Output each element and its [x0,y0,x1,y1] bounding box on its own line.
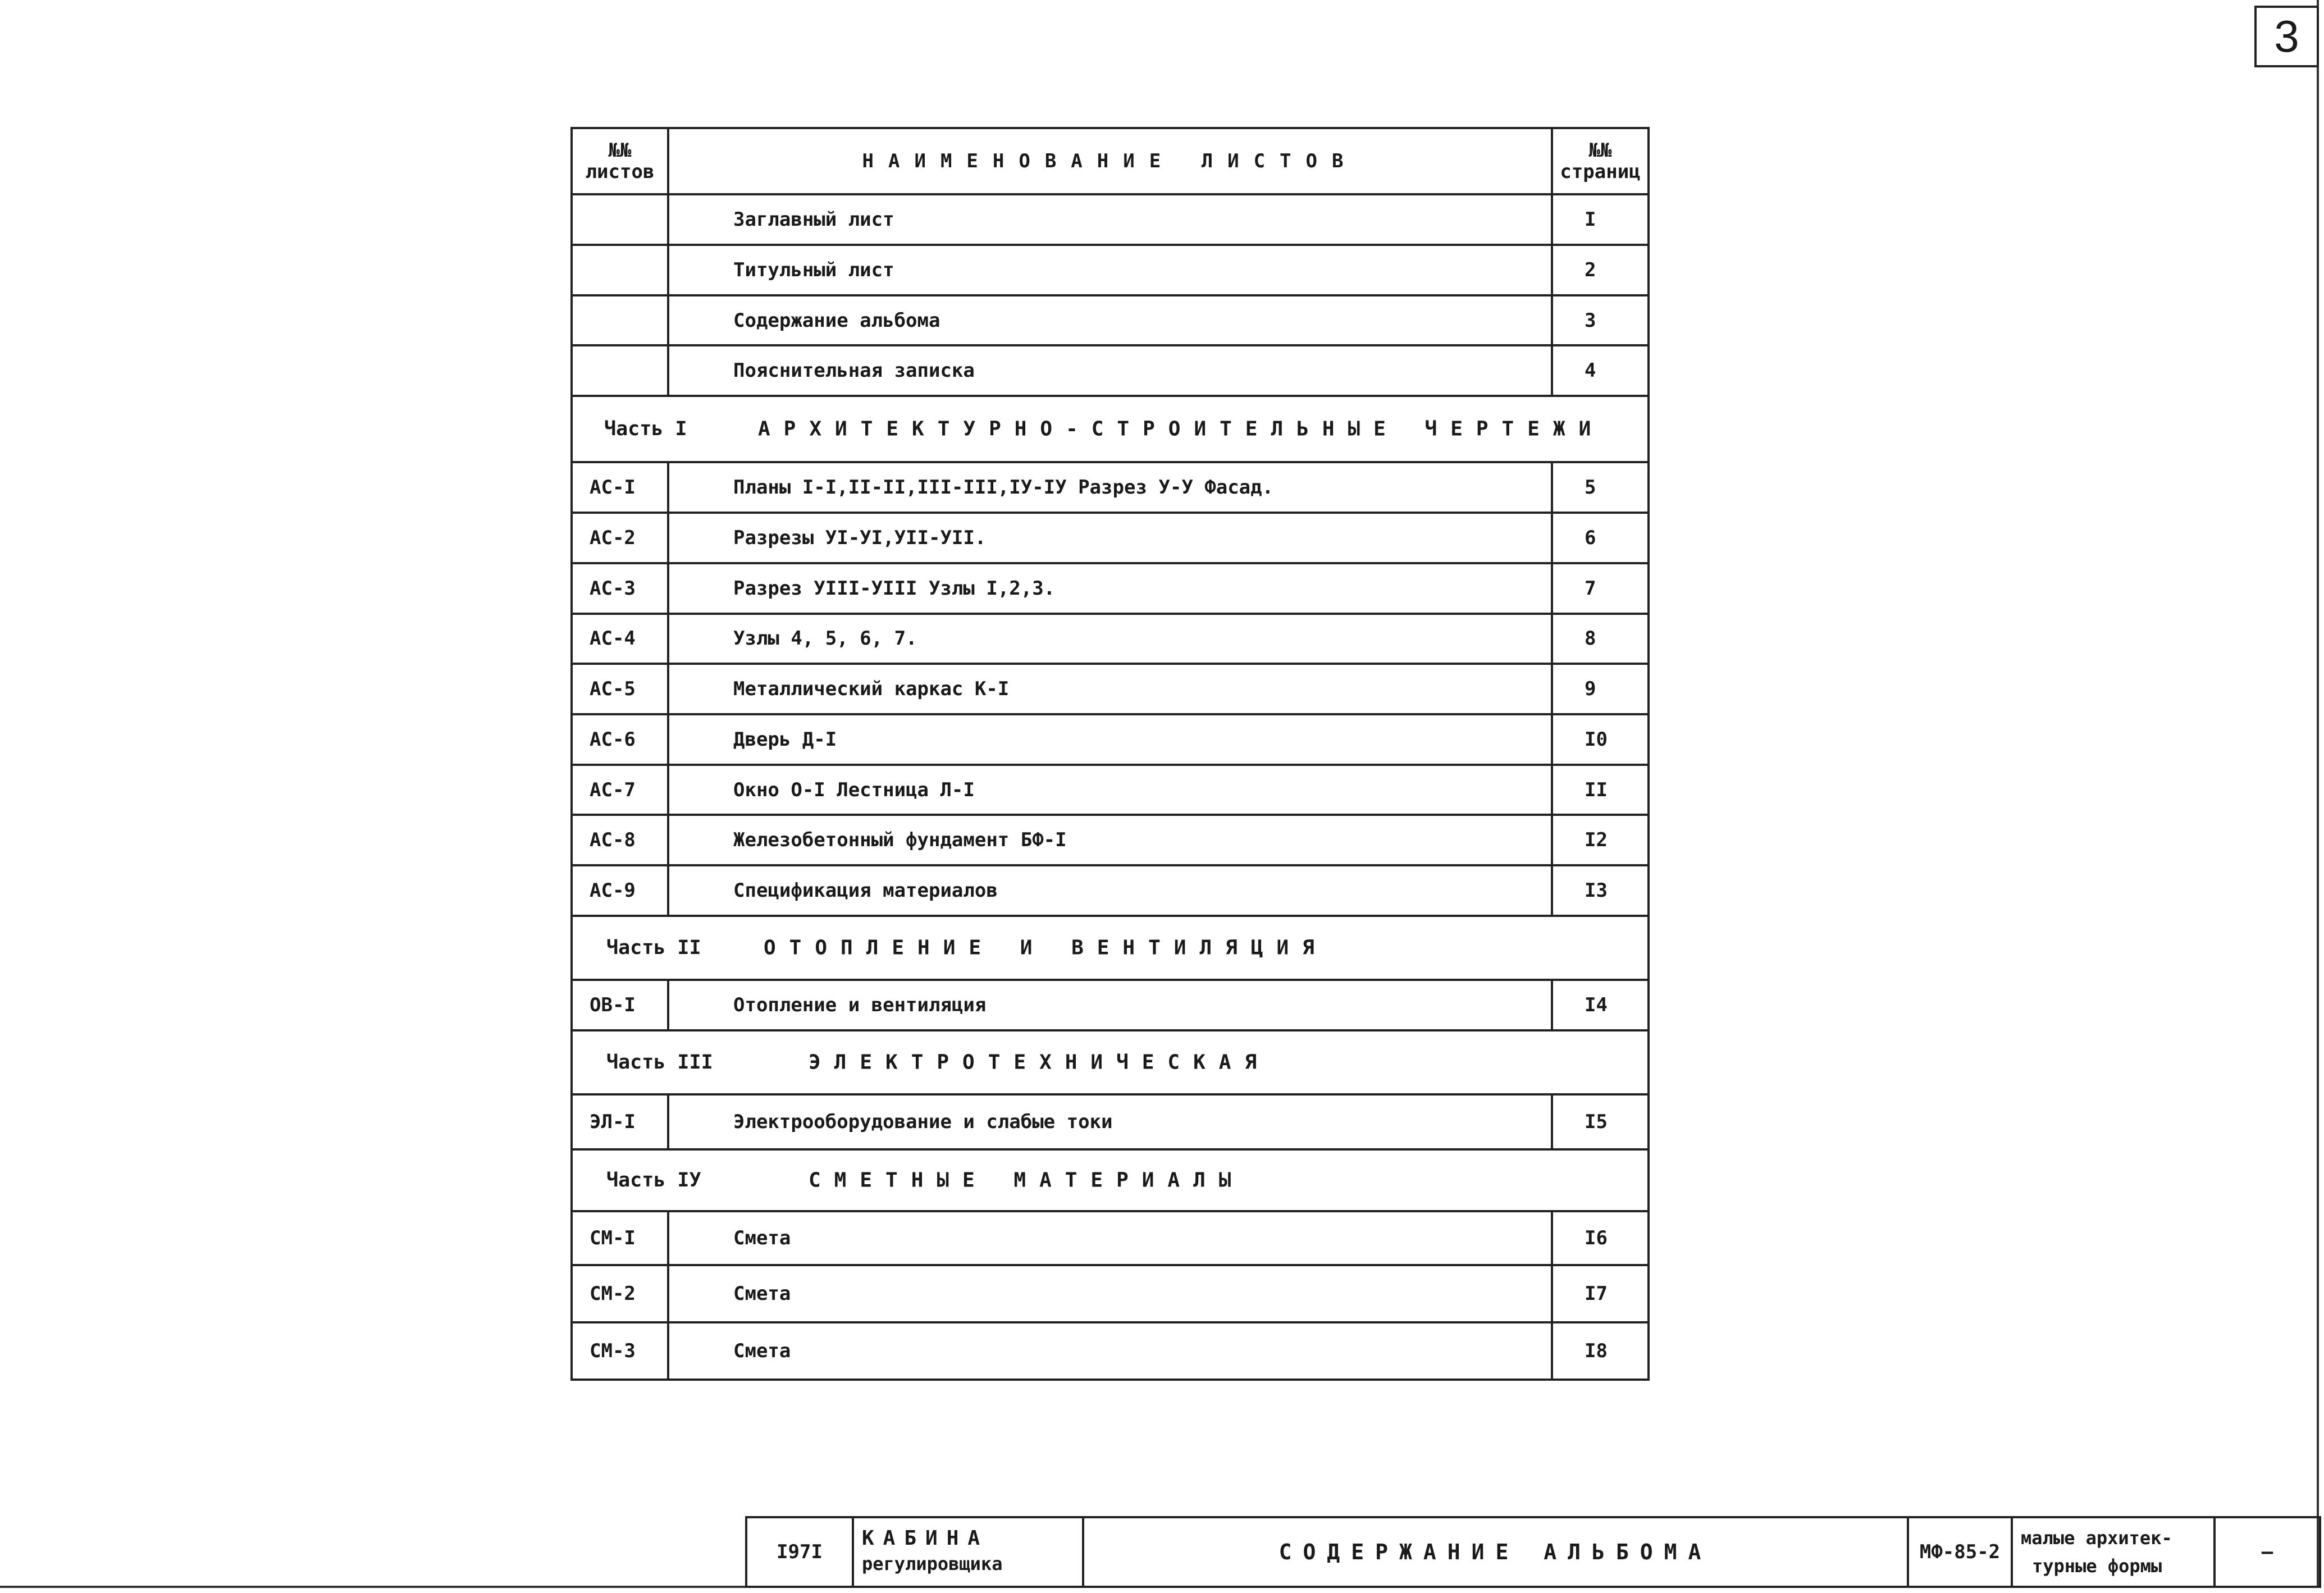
sheet-code: АС-8 [572,815,668,865]
sheet-code [572,295,668,346]
sheet-code: ЭЛ-I [572,1094,668,1149]
sheet-code: ОВ-I [572,980,668,1030]
part-title: ОТОПЛЕНИЕ И ВЕНТИЛЯЦИЯ [764,936,1328,960]
sheet-code: АС-3 [572,563,668,614]
table-row [572,765,1649,815]
sheet-code [572,245,668,295]
page-ref: I8 [1552,1322,1649,1380]
page-ref: 5 [1552,462,1649,513]
sheet-title: Узлы 4, 5, 6, 7. [668,614,1552,664]
page-ref: I0 [1552,714,1649,765]
page-ref: I7 [1552,1265,1649,1322]
sheet-code [572,345,668,396]
page-ref: 8 [1552,614,1649,664]
sheet-title: Железобетонный фундамент БФ-I [668,815,1552,865]
page-ref: 9 [1552,664,1649,714]
sheet-column-header: №№ листов [572,128,668,194]
part-label: Часть II [606,937,701,959]
table-row [572,664,1649,714]
sheet-title: Металлический каркас К-I [668,664,1552,714]
stamp-year: I97I [746,1517,853,1587]
part-title: СМЕТНЫЕ МАТЕРИАЛЫ [809,1168,1245,1192]
page-ref: 3 [1552,295,1649,346]
sheet-code: АС-4 [572,614,668,664]
sheet-title: Пояснительная записка [668,345,1552,396]
table-header [572,128,1649,194]
sheet-title: Титульный лист [668,245,1552,295]
page-ref: 4 [1552,345,1649,396]
table-row [572,815,1649,865]
sheet-title: Содержание альбома [668,295,1552,346]
page-ref: I2 [1552,815,1649,865]
sheet-code: АС-I [572,462,668,513]
sheet-code: СМ-I [572,1211,668,1265]
page-ref: II [1552,765,1649,815]
table-row [572,245,1649,295]
sheet-title: Дверь Д-I [668,714,1552,765]
part-heading [572,1149,1649,1211]
page-ref: I6 [1552,1211,1649,1265]
table-row [572,614,1649,664]
stamp-sheet-mark: — [2215,1517,2320,1587]
part-heading-row [572,1149,1649,1211]
part-label: Часть I [604,418,687,441]
page-ref: I [1552,194,1649,245]
sheet-code: АС-7 [572,765,668,815]
part-heading-row [572,396,1649,462]
sheet-code: АС-6 [572,714,668,765]
page-column-header: №№ страниц [1552,128,1649,194]
stamp-document-title: СОДЕРЖАНИЕ АЛЬБОМА [1083,1517,1908,1587]
table-row [572,865,1649,916]
page-number: 3 [2254,6,2319,67]
part-label: Часть IУ [606,1168,701,1192]
table-row [572,1094,1649,1149]
part-heading [572,916,1649,980]
sheet-title: Электрооборудование и слабые токи [668,1094,1552,1149]
sheet-title: Спецификация материалов [668,865,1552,916]
contents-table [570,127,1650,1381]
sheet-title: Планы I-I,II-II,III-III,IУ-IУ Разрез У-У Фасад. [668,462,1552,513]
sheet-title: Разрез УIII-УIII Узлы I,2,3. [668,563,1552,614]
sheet-code: АС-2 [572,513,668,563]
part-title: ЭЛЕКТРОТЕХНИЧЕСКАЯ [809,1051,1271,1074]
table-row [572,563,1649,614]
table-row [572,1211,1649,1265]
sheet-code [572,194,668,245]
part-heading [572,1030,1649,1094]
part-heading [572,396,1649,462]
sheet-title: Смета [668,1265,1552,1322]
page-ref: 2 [1552,245,1649,295]
page-ref: I5 [1552,1094,1649,1149]
table-row [572,194,1649,245]
sheet-code: АС-9 [572,865,668,916]
page-ref: 6 [1552,513,1649,563]
title-column-header: НАИМЕНОВАНИЕ ЛИСТОВ [668,128,1552,194]
stamp-code: МФ-85-2 [1908,1517,2012,1587]
stamp-series: малые архитек- турные формы [2012,1517,2215,1587]
sheet-code: СМ-2 [572,1265,668,1322]
sheet-title: Окно О-I Лестница Л-I [668,765,1552,815]
stamp-object: КАБИНА регулировщика [853,1517,1083,1587]
table-row [572,345,1649,396]
title-block [745,1516,2321,1588]
sheet-title: Смета [668,1322,1552,1380]
table-row [572,1322,1649,1380]
part-title: АРХИТЕКТУРНО-СТРОИТЕЛЬНЫЕ ЧЕРТЕЖИ [758,417,1605,441]
page-ref: 7 [1552,563,1649,614]
sheet-title: Разрезы УI-УI,УII-УII. [668,513,1552,563]
page-ref: I3 [1552,865,1649,916]
sheet-title: Смета [668,1211,1552,1265]
part-heading-row [572,916,1649,980]
part-heading-row [572,1030,1649,1094]
table-row [572,462,1649,513]
table-row [572,980,1649,1030]
sheet-title: Заглавный лист [668,194,1552,245]
table-row [572,1265,1649,1322]
page-ref: I4 [1552,980,1649,1030]
table-row [572,714,1649,765]
table-row [572,513,1649,563]
table-row [572,295,1649,346]
sheet-code: СМ-3 [572,1322,668,1380]
sheet-code: АС-5 [572,664,668,714]
sheet-title: Отопление и вентиляция [668,980,1552,1030]
part-label: Часть III [606,1051,713,1074]
